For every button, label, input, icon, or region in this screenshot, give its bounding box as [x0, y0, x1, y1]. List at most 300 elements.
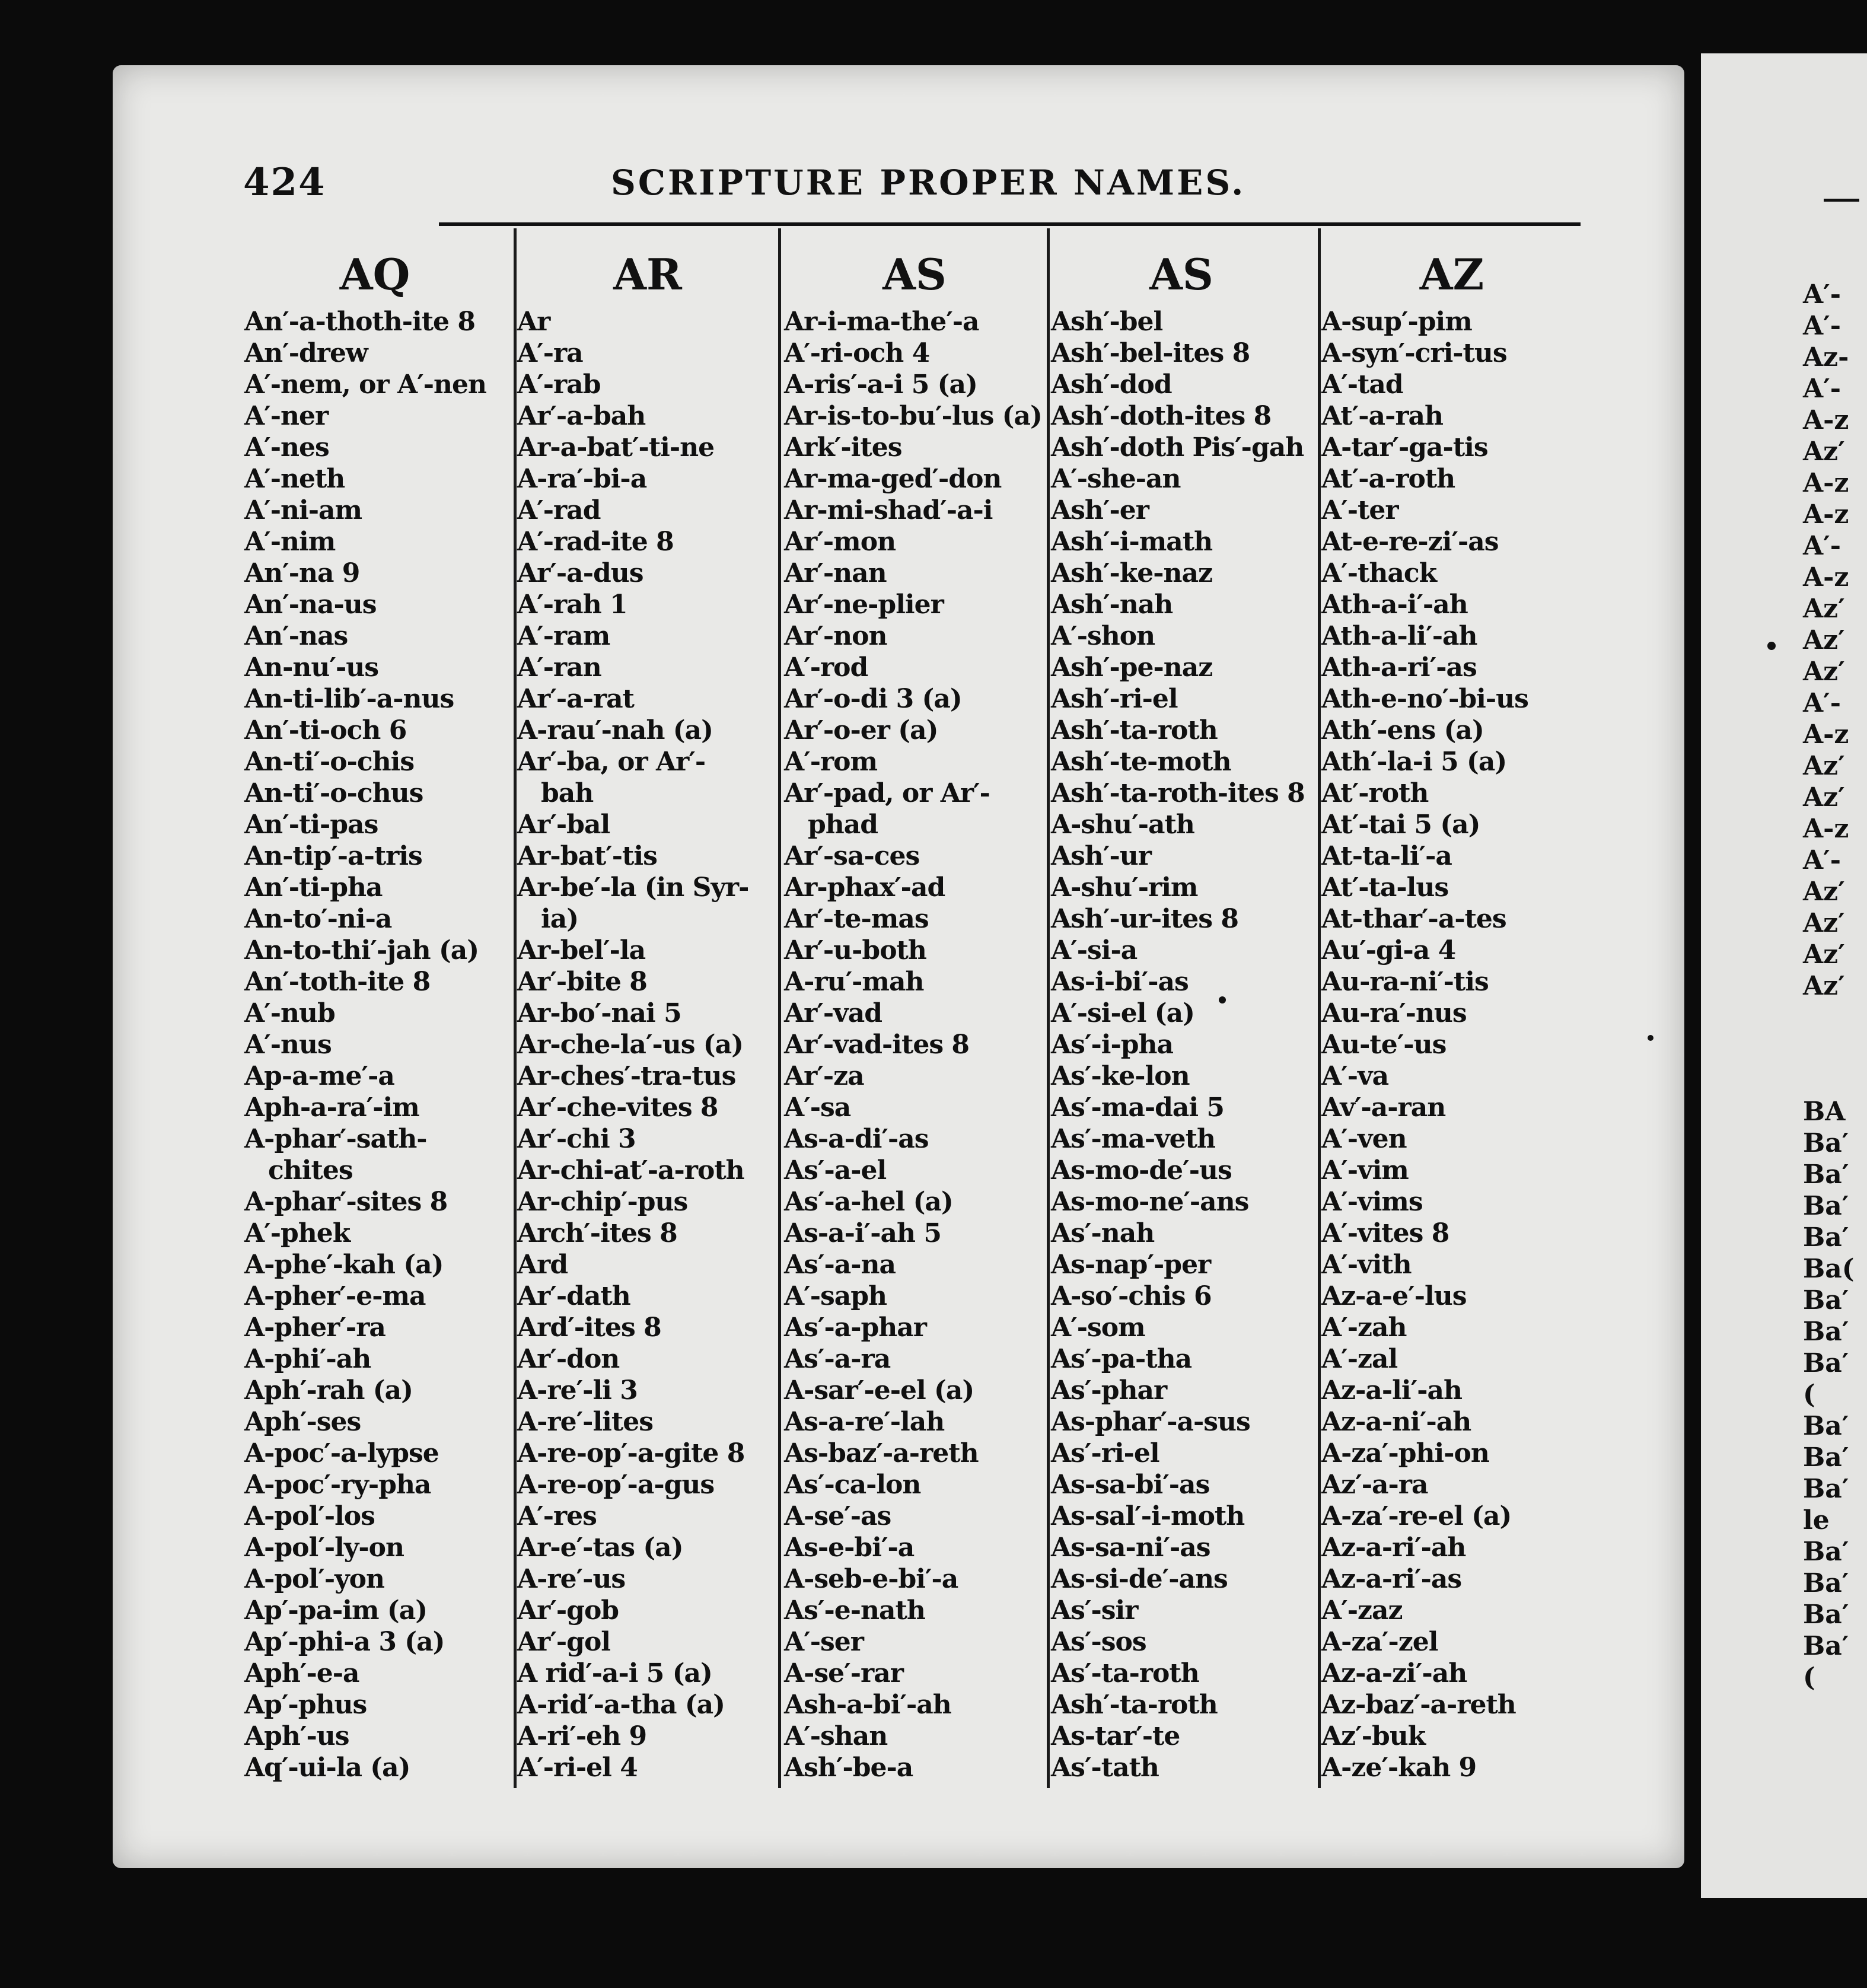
name-entry: Ar	[517, 307, 550, 337]
name-entry: An′-na-us	[244, 590, 377, 620]
name-entry: As-si-de′-ans	[1051, 1564, 1228, 1594]
name-entry: Ash′-dod	[1051, 369, 1172, 400]
name-entry: Ash′-be-a	[784, 1753, 913, 1783]
name-entry: An-to-thi′-jah (a)	[244, 935, 479, 966]
name-entry: A-re-op′-a-gus	[517, 1470, 715, 1500]
name-entry: As′-a-ra	[784, 1344, 891, 1374]
name-entry: A′-va	[1321, 1061, 1389, 1091]
column-rule	[1318, 228, 1321, 1788]
name-entry: A-shu′-rim	[1051, 872, 1198, 903]
name-entry: Aph′-rah (a)	[244, 1375, 413, 1406]
name-entry: Ard′-ites 8	[517, 1312, 661, 1343]
name-entry: As′-nah	[1051, 1218, 1155, 1248]
name-entry: As′-a-hel (a)	[784, 1187, 953, 1217]
right-page-fragment	[1803, 1002, 1855, 1033]
name-entry: Ar′-ne-plier	[784, 590, 944, 620]
right-page-fragment: Ba′	[1803, 1348, 1849, 1378]
name-entry: A-pher′-ra	[244, 1312, 385, 1343]
name-entry: A′-thack	[1321, 558, 1437, 588]
right-page-fragment: A-z	[1803, 814, 1849, 844]
name-entry: Au-te′-us	[1321, 1030, 1447, 1060]
name-entry: Ap′-pa-im (a)	[244, 1595, 428, 1626]
right-page-fragment: Ba′	[1803, 1537, 1849, 1567]
name-entry: As′-a-phar	[784, 1312, 926, 1343]
right-page-fragment: Ba′	[1803, 1474, 1849, 1504]
right-page-fragment: A-z	[1803, 562, 1849, 592]
column-rule	[514, 228, 517, 1788]
name-entry: An-to′-ni-a	[244, 904, 392, 934]
name-entry: An′-a-thoth-ite 8	[244, 307, 475, 337]
column-heading: AQ	[339, 249, 410, 300]
name-entry: As′-ma-dai 5	[1051, 1092, 1225, 1123]
right-page-fragment: Az′	[1803, 782, 1845, 813]
column-heading: AS	[1149, 249, 1213, 300]
name-entry: As-mo-ne′-ans	[1051, 1187, 1249, 1217]
name-entry: A′-she-an	[1051, 464, 1181, 494]
name-entry: At′-tai 5 (a)	[1321, 810, 1480, 840]
name-entry: Ar-chip′-pus	[517, 1187, 688, 1217]
right-page-fragment: Ba′	[1803, 1411, 1849, 1441]
name-entry: A′-ter	[1321, 495, 1398, 525]
name-entry: At′-a-rah	[1321, 401, 1444, 431]
right-page-fragment: A′-	[1803, 531, 1841, 561]
name-entry: As′-a-na	[784, 1250, 896, 1280]
name-entry: Ath-a-li′-ah	[1321, 621, 1477, 651]
right-page-fragment	[1803, 1065, 1855, 1096]
name-entry: Ard	[517, 1250, 568, 1280]
name-entry: Ar′-bite 8	[517, 967, 647, 997]
name-entry: As′-tath	[1051, 1753, 1159, 1783]
name-entry: Au′-gi-a 4	[1321, 935, 1456, 966]
name-entry: Ar′-don	[517, 1344, 620, 1374]
name-entry: At′-a-roth	[1321, 464, 1455, 494]
name-entry: A-ri′-eh 9	[517, 1721, 647, 1751]
name-entry: A-za′-re-el (a)	[1321, 1501, 1512, 1531]
name-entry: bah	[541, 778, 594, 808]
right-page-fragment: Ba′	[1803, 1568, 1849, 1598]
right-page-fragment: Ba′	[1803, 1191, 1849, 1221]
name-entry: A-rid′-a-tha (a)	[517, 1690, 725, 1720]
name-entry: An-nu′-us	[244, 652, 378, 683]
name-entry: As′-ri-el	[1051, 1438, 1159, 1468]
name-entry: A′-shon	[1051, 621, 1155, 651]
name-entry: Ash′-ta-roth	[1051, 1690, 1218, 1720]
name-entry: A′-zal	[1321, 1344, 1398, 1374]
name-entry: A-pol′-yon	[244, 1564, 384, 1594]
column-rule	[1047, 228, 1050, 1788]
name-entry: At-ta-li′-a	[1321, 841, 1452, 871]
name-entry: A′-nes	[244, 432, 329, 463]
name-entry: Ar′-nan	[784, 558, 887, 588]
name-entry: ia)	[541, 904, 579, 934]
right-page-fragment: Ba′	[1803, 1442, 1849, 1473]
name-entry: Ath-a-i′-ah	[1321, 590, 1468, 620]
name-entry: Au-ra-ni′-tis	[1321, 967, 1489, 997]
name-entry: As′-pa-tha	[1051, 1344, 1192, 1374]
name-entry: Ash′-ta-roth	[1051, 715, 1218, 746]
name-entry: As′-phar	[1051, 1375, 1167, 1406]
name-entry: A-phar′-sites 8	[244, 1187, 448, 1217]
right-page-fragment: Az′	[1803, 877, 1845, 907]
name-entry: A-ris′-a-i 5 (a)	[784, 369, 977, 400]
right-page-header-rule	[1824, 199, 1859, 202]
name-entry: Az-a-e′-lus	[1321, 1281, 1467, 1311]
name-entry: A-se′-rar	[784, 1658, 903, 1688]
right-page-fragment: Az-	[1803, 342, 1849, 372]
right-page-fragment: A′-	[1803, 845, 1841, 875]
name-entry: Ar′-ba, or Ar′-	[517, 747, 706, 777]
right-page-fragment: Az′	[1803, 908, 1845, 938]
name-entry: Az-a-ri′-as	[1321, 1564, 1462, 1594]
name-entry: Ar-bo′-nai 5	[517, 998, 681, 1028]
name-entry: A-shu′-ath	[1051, 810, 1194, 840]
name-entry: A′-ven	[1321, 1124, 1407, 1154]
name-entry: An-ti′-o-chus	[244, 778, 423, 808]
ink-spot	[1219, 996, 1226, 1003]
name-entry: As-e-bi′-a	[784, 1533, 915, 1563]
name-entry: As′-ca-lon	[784, 1470, 921, 1500]
name-entry: Ar′-gob	[517, 1595, 619, 1626]
name-entry: A-phe′-kah (a)	[244, 1250, 444, 1280]
name-entry: Ash′-doth Pis′-gah	[1051, 432, 1304, 463]
name-entry: As-tar′-te	[1051, 1721, 1180, 1751]
name-entry: A-ru′-mah	[784, 967, 924, 997]
name-entry: A-poc′-a-lypse	[244, 1438, 439, 1468]
right-page-fragment: Ba′	[1803, 1631, 1849, 1661]
right-page-fragment: le	[1803, 1505, 1830, 1535]
right-page-fragment: A-z	[1803, 719, 1849, 750]
name-entry: A-ra′-bi-a	[517, 464, 647, 494]
name-entry: A′-zah	[1321, 1312, 1407, 1343]
name-entry: A′-ra	[517, 338, 583, 368]
name-entry: Ash′-ur-ites 8	[1051, 904, 1238, 934]
name-entry: Ar-ches′-tra-tus	[517, 1061, 736, 1091]
name-entry: A′-phek	[244, 1218, 351, 1248]
name-entry: Az′-buk	[1321, 1721, 1426, 1751]
name-entry: Az-a-zi′-ah	[1321, 1658, 1467, 1688]
name-entry: Ar′-pad, or Ar′-	[784, 778, 990, 808]
name-entry: As-mo-de′-us	[1051, 1155, 1232, 1186]
name-entry: At-thar′-a-tes	[1321, 904, 1506, 934]
name-entry: Aph′-e-a	[244, 1658, 359, 1688]
right-page-fragment: Ba′	[1803, 1600, 1849, 1630]
name-entry: A-seb-e-bi′-a	[784, 1564, 958, 1594]
right-page-fragment: Az′	[1803, 437, 1845, 467]
name-entry: A rid′-a-i 5 (a)	[517, 1658, 712, 1688]
name-entry: A′-som	[1051, 1312, 1145, 1343]
name-entry: A-ze′-kah 9	[1321, 1753, 1477, 1783]
name-entry: A-re′-li 3	[517, 1375, 638, 1406]
right-page-fragment: Az′	[1803, 971, 1845, 1001]
name-entry: Aph′-us	[244, 1721, 349, 1751]
name-entry: Ar′-che-vites 8	[517, 1092, 718, 1123]
name-entry: Ash′-er	[1051, 495, 1149, 525]
name-entry: Aq′-ui-la (a)	[244, 1753, 410, 1783]
name-entry: Ap′-phus	[244, 1690, 367, 1720]
name-entry: Ash′-ke-naz	[1051, 558, 1212, 588]
page-header	[243, 160, 1584, 208]
name-entry: An′-ti-pas	[244, 810, 378, 840]
name-entry: A-se′-as	[784, 1501, 891, 1531]
right-page-fragment: A′-	[1803, 374, 1841, 404]
name-entry: A-poc′-ry-pha	[244, 1470, 431, 1500]
name-entry: Ar-be′-la (in Syr-	[517, 872, 749, 903]
name-entry: A-syn′-cri-tus	[1321, 338, 1507, 368]
name-entry: An′-ti-och 6	[244, 715, 407, 746]
name-entry: A′-ni-am	[244, 495, 362, 525]
name-entry: phad	[808, 810, 878, 840]
name-column-as-1	[784, 246, 1045, 1783]
name-entry: A-tar′-ga-tis	[1321, 432, 1488, 463]
name-entry: A′-ram	[517, 621, 610, 651]
right-page-fragment: Ba′	[1803, 1317, 1849, 1347]
name-entry: Ap′-phi-a 3 (a)	[244, 1627, 445, 1657]
name-entry: As′-sir	[1051, 1595, 1138, 1626]
name-entry: A′-neth	[244, 464, 345, 494]
name-entry: Ar-che-la′-us (a)	[517, 1030, 743, 1060]
name-entry: A′-zaz	[1321, 1595, 1403, 1626]
name-entry: A-sar′-e-el (a)	[784, 1375, 974, 1406]
name-entry: A′-ran	[517, 652, 601, 683]
right-page-fragment: Az′	[1803, 939, 1845, 970]
name-entry: As-a-re′-lah	[784, 1407, 945, 1437]
name-entry: An′-toth-ite 8	[244, 967, 431, 997]
right-page-fragment: A′-	[1803, 688, 1841, 718]
name-entry: Ath-e-no′-bi-us	[1321, 684, 1528, 714]
name-entry: Ar-phax′-ad	[784, 872, 945, 903]
name-entry: A′-vites 8	[1321, 1218, 1449, 1248]
name-entry: A′-rah 1	[517, 590, 627, 620]
name-column-az	[1321, 246, 1582, 1783]
right-page-fragment: Az′	[1803, 625, 1845, 655]
column-heading: AR	[613, 249, 682, 300]
name-entry: Aph′-ses	[244, 1407, 361, 1437]
name-entry: Ar′-bal	[517, 810, 610, 840]
name-entry: Ap-a-me′-a	[244, 1061, 394, 1091]
name-entry: A-rau′-nah (a)	[517, 715, 713, 746]
name-entry: As′-ma-veth	[1051, 1124, 1215, 1154]
right-page-fragment: (	[1803, 1662, 1815, 1693]
name-entry: Ar′-te-mas	[784, 904, 929, 934]
name-entry: As-a-di′-as	[784, 1124, 929, 1154]
name-entry: Ar′-a-bah	[517, 401, 646, 431]
name-entry: Ar-e′-tas (a)	[517, 1533, 683, 1563]
right-page-fragment: Az′	[1803, 657, 1845, 687]
name-entry: A-phar′-sath-	[244, 1124, 427, 1154]
column-rule	[778, 228, 781, 1788]
name-entry: Ar-a-bat′-ti-ne	[517, 432, 715, 463]
name-entry: Aph-a-ra′-im	[244, 1092, 419, 1123]
name-entry: Az-a-li′-ah	[1321, 1375, 1462, 1406]
name-entry: Ar′-mon	[784, 527, 896, 557]
name-entry: A′-ser	[784, 1627, 864, 1657]
name-entry: Ar′-u-both	[784, 935, 926, 966]
name-entry: Ash′-bel	[1051, 307, 1163, 337]
name-entry: Ash′-ri-el	[1051, 684, 1178, 714]
name-entry: Az-a-ri′-ah	[1321, 1533, 1466, 1563]
name-entry: As-sa-ni′-as	[1051, 1533, 1210, 1563]
name-entry: Ash-a-bi′-ah	[784, 1690, 951, 1720]
name-entry: A-so′-chis 6	[1051, 1281, 1212, 1311]
name-entry: Ar′-vad	[784, 998, 882, 1028]
name-entry: Av′-a-ran	[1321, 1092, 1446, 1123]
name-entry: A′-nub	[244, 998, 335, 1028]
name-entry: An′-nas	[244, 621, 348, 651]
name-entry: A′-res	[517, 1501, 597, 1531]
column-heading: AZ	[1419, 249, 1484, 300]
name-entry: A-re-op′-a-gite 8	[517, 1438, 745, 1468]
name-entry: A-za′-zel	[1321, 1627, 1438, 1657]
name-entry: A′-shan	[784, 1721, 888, 1751]
name-entry: A′-rad	[517, 495, 601, 525]
right-page-fragment: A′-	[1803, 311, 1841, 341]
name-entry: A′-rad-ite 8	[517, 527, 674, 557]
name-entry: As′-sos	[1051, 1627, 1146, 1657]
name-entry: A-pol′-ly-on	[244, 1533, 404, 1563]
name-entry: Ash′-te-moth	[1051, 747, 1231, 777]
name-entry: Ar′-za	[784, 1061, 864, 1091]
name-entry: A-phi′-ah	[244, 1344, 371, 1374]
name-entry: A-re′-lites	[517, 1407, 653, 1437]
right-page-fragment	[1803, 1033, 1855, 1065]
name-entry: A′-si-el (a)	[1051, 998, 1194, 1028]
name-entry: An-tip′-a-tris	[244, 841, 422, 871]
name-entry: A′-ri-och 4	[784, 338, 930, 368]
name-entry: An′-ti-pha	[244, 872, 383, 903]
running-title: SCRIPTURE PROPER NAMES.	[611, 163, 1246, 203]
name-entry: Ar′-sa-ces	[784, 841, 920, 871]
name-entry: A′-tad	[1321, 369, 1403, 400]
name-entry: A′-vith	[1321, 1250, 1412, 1280]
right-page-fragment: Ba(	[1803, 1254, 1855, 1284]
name-entry: Ar-ma-ged′-don	[784, 464, 1002, 494]
name-entry: An-ti′-o-chis	[244, 747, 415, 777]
name-entry: As′-i-pha	[1051, 1030, 1174, 1060]
right-page-fragment-column	[1803, 279, 1855, 1693]
name-entry: Ar′-a-dus	[517, 558, 643, 588]
name-entry: As′-a-el	[784, 1155, 887, 1186]
name-column-ar	[517, 246, 778, 1783]
right-page-fragment: Ba′	[1803, 1285, 1849, 1315]
name-entry: Ash′-i-math	[1051, 527, 1213, 557]
name-entry: As-sal′-i-moth	[1051, 1501, 1245, 1531]
name-entry: A′-vims	[1321, 1187, 1423, 1217]
name-entry: Ath′-la-i 5 (a)	[1321, 747, 1507, 777]
column-heading: AS	[882, 249, 947, 300]
name-entry: Ash′-ur	[1051, 841, 1151, 871]
name-entry: A′-ri-el 4	[517, 1753, 638, 1783]
name-entry: Au-ra′-nus	[1321, 998, 1467, 1028]
name-entry: Az-a-ni′-ah	[1321, 1407, 1471, 1437]
ink-spot	[1648, 1035, 1653, 1041]
name-entry: Ar′-vad-ites 8	[784, 1030, 970, 1060]
name-entry: As-nap′-per	[1051, 1250, 1211, 1280]
name-entry: At-e-re-zi′-as	[1321, 527, 1499, 557]
name-entry: A′-ner	[244, 401, 329, 431]
name-entry: Ark′-ites	[784, 432, 902, 463]
name-entry: As-a-i′-ah 5	[784, 1218, 941, 1248]
name-entry: A′-rod	[784, 652, 868, 683]
name-entry: Ar-mi-shad′-a-i	[784, 495, 993, 525]
name-entry: Ath′-ens (a)	[1321, 715, 1484, 746]
name-entry: As-sa-bi′-as	[1051, 1470, 1210, 1500]
right-page-fragment: Ba′	[1803, 1159, 1849, 1190]
name-entry: A-sup′-pim	[1321, 307, 1472, 337]
name-entry: An′-drew	[244, 338, 368, 368]
name-entry: A′-nem, or A′-nen	[244, 369, 487, 400]
name-entry: A′-saph	[784, 1281, 887, 1311]
name-entry: Ash′-ta-roth-ites 8	[1051, 778, 1305, 808]
name-entry: Ar′-chi 3	[517, 1124, 636, 1154]
right-page-fragment: BA	[1803, 1097, 1846, 1127]
name-entry: As-phar′-a-sus	[1051, 1407, 1250, 1437]
name-entry: Ar-chi-at′-a-roth	[517, 1155, 744, 1186]
name-entry: Ar-is-to-bu′-lus (a)	[784, 401, 1042, 431]
name-entry: A′-vim	[1321, 1155, 1409, 1186]
name-entry: A-pol′-los	[244, 1501, 375, 1531]
name-entry: As-i-bi′-as	[1051, 967, 1189, 997]
name-entry: A-za′-phi-on	[1321, 1438, 1489, 1468]
right-page-fragment: A-z	[1803, 499, 1849, 530]
name-entry: A′-nus	[244, 1030, 332, 1060]
name-entry: An′-na 9	[244, 558, 360, 588]
name-entry: Ar′-non	[784, 621, 887, 651]
name-entry: A′-rom	[784, 747, 878, 777]
name-entry: Ash′-pe-naz	[1051, 652, 1213, 683]
name-entry: Arch′-ites 8	[517, 1218, 677, 1248]
header-rule	[439, 222, 1581, 226]
name-entry: Az-baz′-a-reth	[1321, 1690, 1516, 1720]
name-entry: Ar-bel′-la	[517, 935, 646, 966]
right-page-fragment: (	[1803, 1380, 1815, 1410]
name-entry: As′-ke-lon	[1051, 1061, 1190, 1091]
right-page-fragment: Ba′	[1803, 1128, 1849, 1158]
ink-spot	[1767, 642, 1776, 650]
name-entry: At′-roth	[1321, 778, 1429, 808]
name-entry: Ar′-o-er (a)	[784, 715, 938, 746]
right-page-fragment: Az′	[1803, 751, 1845, 781]
name-column-as-2	[1051, 246, 1312, 1783]
name-entry: Ash′-nah	[1051, 590, 1173, 620]
right-page-fragment: Az′	[1803, 594, 1845, 624]
name-entry: Ash′-doth-ites 8	[1051, 401, 1272, 431]
name-entry: Ar-bat′-tis	[517, 841, 657, 871]
right-page-fragment: A′-	[1803, 279, 1841, 310]
name-entry: As-baz′-a-reth	[784, 1438, 979, 1468]
right-page-fragment: Ba′	[1803, 1222, 1849, 1253]
right-page-fragment: A-z	[1803, 468, 1849, 498]
name-entry: A′-si-a	[1051, 935, 1138, 966]
name-entry: Az′-a-ra	[1321, 1470, 1428, 1500]
name-entry: chites	[268, 1155, 353, 1186]
name-entry: A-pher′-e-ma	[244, 1281, 426, 1311]
name-entry: A′-rab	[517, 369, 601, 400]
name-entry: Ath-a-ri′-as	[1321, 652, 1477, 683]
name-entry: Ar′-a-rat	[517, 684, 634, 714]
name-entry: A′-sa	[784, 1092, 851, 1123]
name-column-aq	[244, 246, 505, 1783]
name-entry: As′-e-nath	[784, 1595, 925, 1626]
name-entry: An-ti-lib′-a-nus	[244, 684, 454, 714]
name-entry: As′-ta-roth	[1051, 1658, 1199, 1688]
right-page-fragment: A-z	[1803, 405, 1849, 435]
name-entry: Ar-i-ma-the′-a	[784, 307, 979, 337]
name-entry: Ar′-o-di 3 (a)	[784, 684, 962, 714]
name-entry: Ash′-bel-ites 8	[1051, 338, 1250, 368]
name-entry: A′-nim	[244, 527, 336, 557]
name-entry: At′-ta-lus	[1321, 872, 1449, 903]
page-number: 424	[243, 160, 326, 205]
